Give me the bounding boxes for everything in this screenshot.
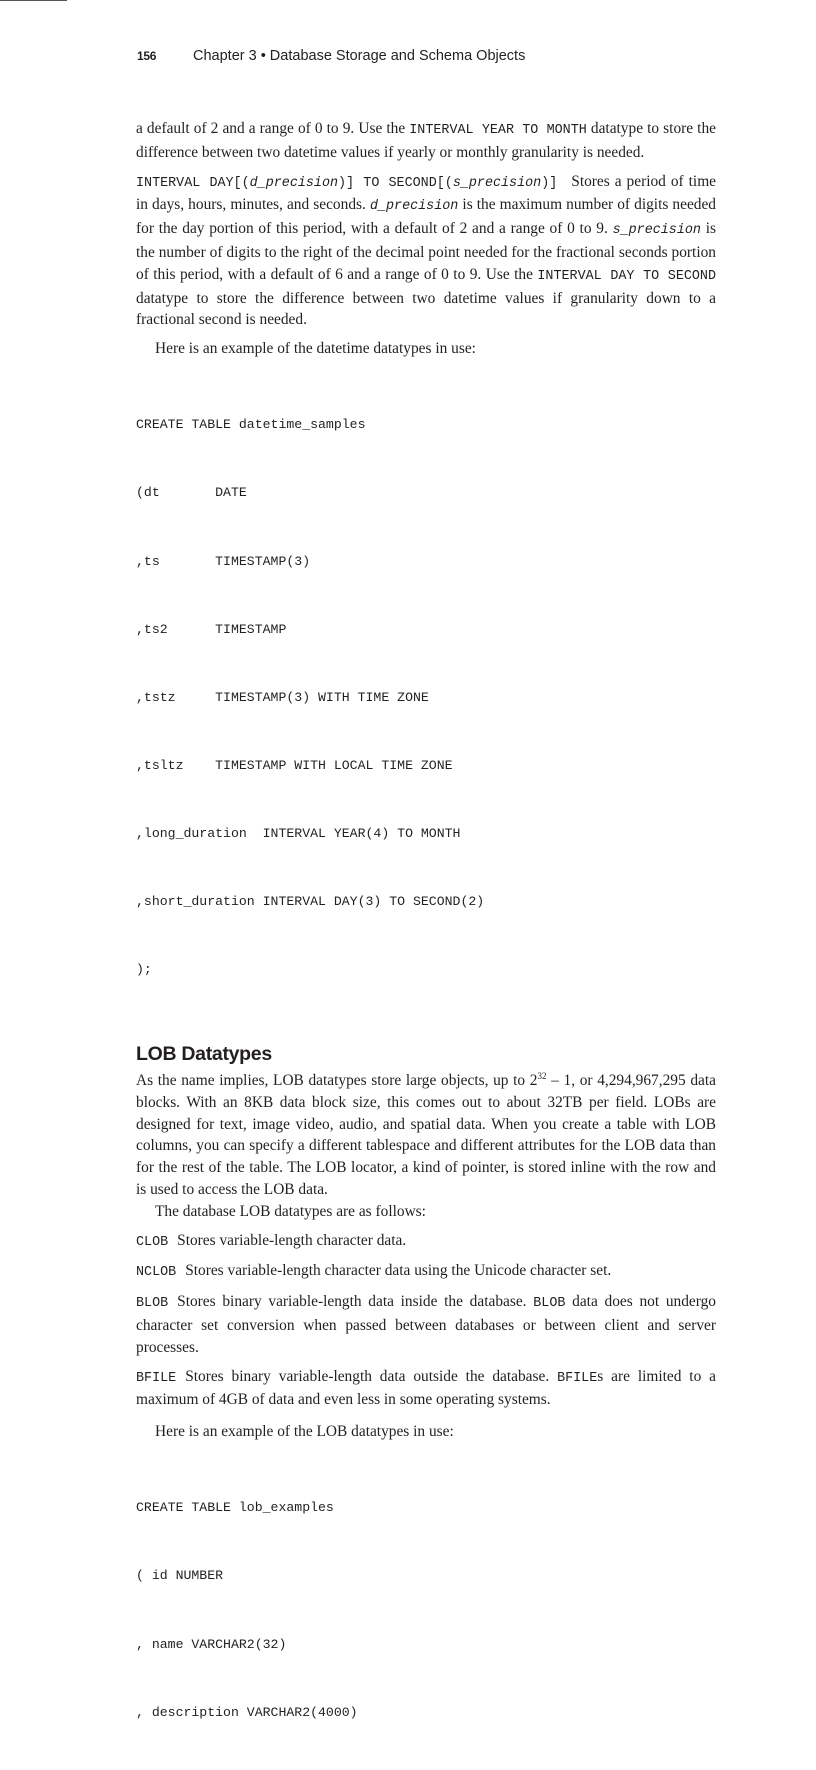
code-line: ,short_duration INTERVAL DAY(3) TO SECOND(2): [136, 894, 485, 910]
section-heading: LOB Datatypes: [136, 1043, 272, 1066]
inline-code: BFILE: [557, 1370, 598, 1386]
code-line: ,tstz TIMESTAMP(3) WITH TIME ZONE: [136, 689, 429, 705]
page-header: [137, 47, 737, 65]
paragraph-interval-year: a default of 2 and a range of 0 to 9. Use the INTERVAL YEAR TO MONTH datatype to store the difference between two datetime values if yearly or monthly granularity is needed.: [136, 120, 716, 161]
definition-interval-day: INTERVAL DAY[(d_precision)] TO SECOND[(s_precision)] Stores a period of time in days, hours, minutes, and seconds. d_precision is the maximum number of digits needed for the day portion of this period, with a default of 2 and a range of 0 to 9. s_precision is the number of digits to the right of the decimal point needed for the fractional seconds portion of this period, with a default of 6 and a range of 0 to 9. Use the INTERVAL DAY TO SECOND datatype to store the difference between two datetime values if granularity down to a fractional second is needed.: [136, 172, 716, 329]
code-line: ,ts2 TIMESTAMP: [136, 621, 287, 637]
definition-term: BLOB: [136, 1296, 169, 1312]
code-block-datetime: [136, 369, 716, 1027]
definition-blob: BLOB Stores binary variable-length data inside the database. BLOB data does not undergo character set conversion when passed between databases or between client and server processes.: [136, 1293, 716, 1356]
inline-code: d_precision: [369, 199, 459, 215]
definition-nclob: NCLOB Stores variable-length character data using the Unicode character set.: [136, 1262, 612, 1281]
definition-term: CLOB: [136, 1234, 169, 1250]
code-line: ( id NUMBER: [136, 1568, 224, 1584]
definition-term: NCLOB: [136, 1265, 177, 1281]
inline-code: BLOB: [533, 1296, 566, 1312]
running-head: Chapter 3 • Database Storage and Schema Objects: [193, 48, 526, 64]
top-rule: [0, 0, 67, 1]
page-number: 156: [137, 49, 157, 63]
paragraph-lob-example: Here is an example of the LOB datatypes in use:: [155, 1423, 454, 1441]
definition-term: INTERVAL DAY[(d_precision)] TO SECOND[(s_precision)]: [136, 175, 558, 191]
code-line: );: [136, 962, 152, 978]
page-body: [136, 118, 716, 1770]
paragraph-lob-list-intro: The database LOB datatypes are as follows:: [155, 1202, 426, 1220]
inline-code: INTERVAL DAY TO SECOND: [537, 268, 716, 284]
paragraph-datetime-example: Here is an example of the datetime datatypes in use:: [155, 340, 476, 358]
code-line: CREATE TABLE datetime_samples: [136, 417, 366, 433]
code-line: , description VARCHAR2(4000): [136, 1704, 358, 1720]
code-block-lob: [136, 1452, 716, 1770]
superscript: 32: [537, 1071, 547, 1082]
code-line: (dt DATE: [136, 485, 247, 501]
code-line: ,long_duration INTERVAL YEAR(4) TO MONTH: [136, 825, 461, 841]
definition-term: BFILE: [136, 1370, 177, 1386]
code-line: , name VARCHAR2(32): [136, 1636, 287, 1652]
inline-code: INTERVAL YEAR TO MONTH: [409, 123, 587, 138]
code-line: CREATE TABLE lob_examples: [136, 1500, 334, 1516]
code-line: ,ts TIMESTAMP(3): [136, 553, 311, 569]
inline-code: s_precision: [612, 223, 701, 239]
definition-clob: CLOB Stores variable-length character data.: [136, 1231, 407, 1250]
definition-bfile: BFILE Stores binary variable-length data outside the database. BFILEs are limited to a maximum of 4GB of data and even less in some operating systems.: [136, 1367, 716, 1409]
paragraph-lob-intro: As the name implies, LOB datatypes store large objects, up to $2^{32} - 1$, or 4,294,967,295 data blocks. With an 8KB data block size, this comes out to about 32TB per field. LOBs are designed for text, image video, audio, and spatial data. When you create a table with LOB columns, you can specify a different tablespace and different attributes for the LOB data than for the rest of the table. The LOB locator, a kind of pointer, is stored inline with the row and is used to access the LOB data.: [136, 1071, 716, 1198]
code-line: ,tsltz TIMESTAMP WITH LOCAL TIME ZONE: [136, 757, 453, 773]
